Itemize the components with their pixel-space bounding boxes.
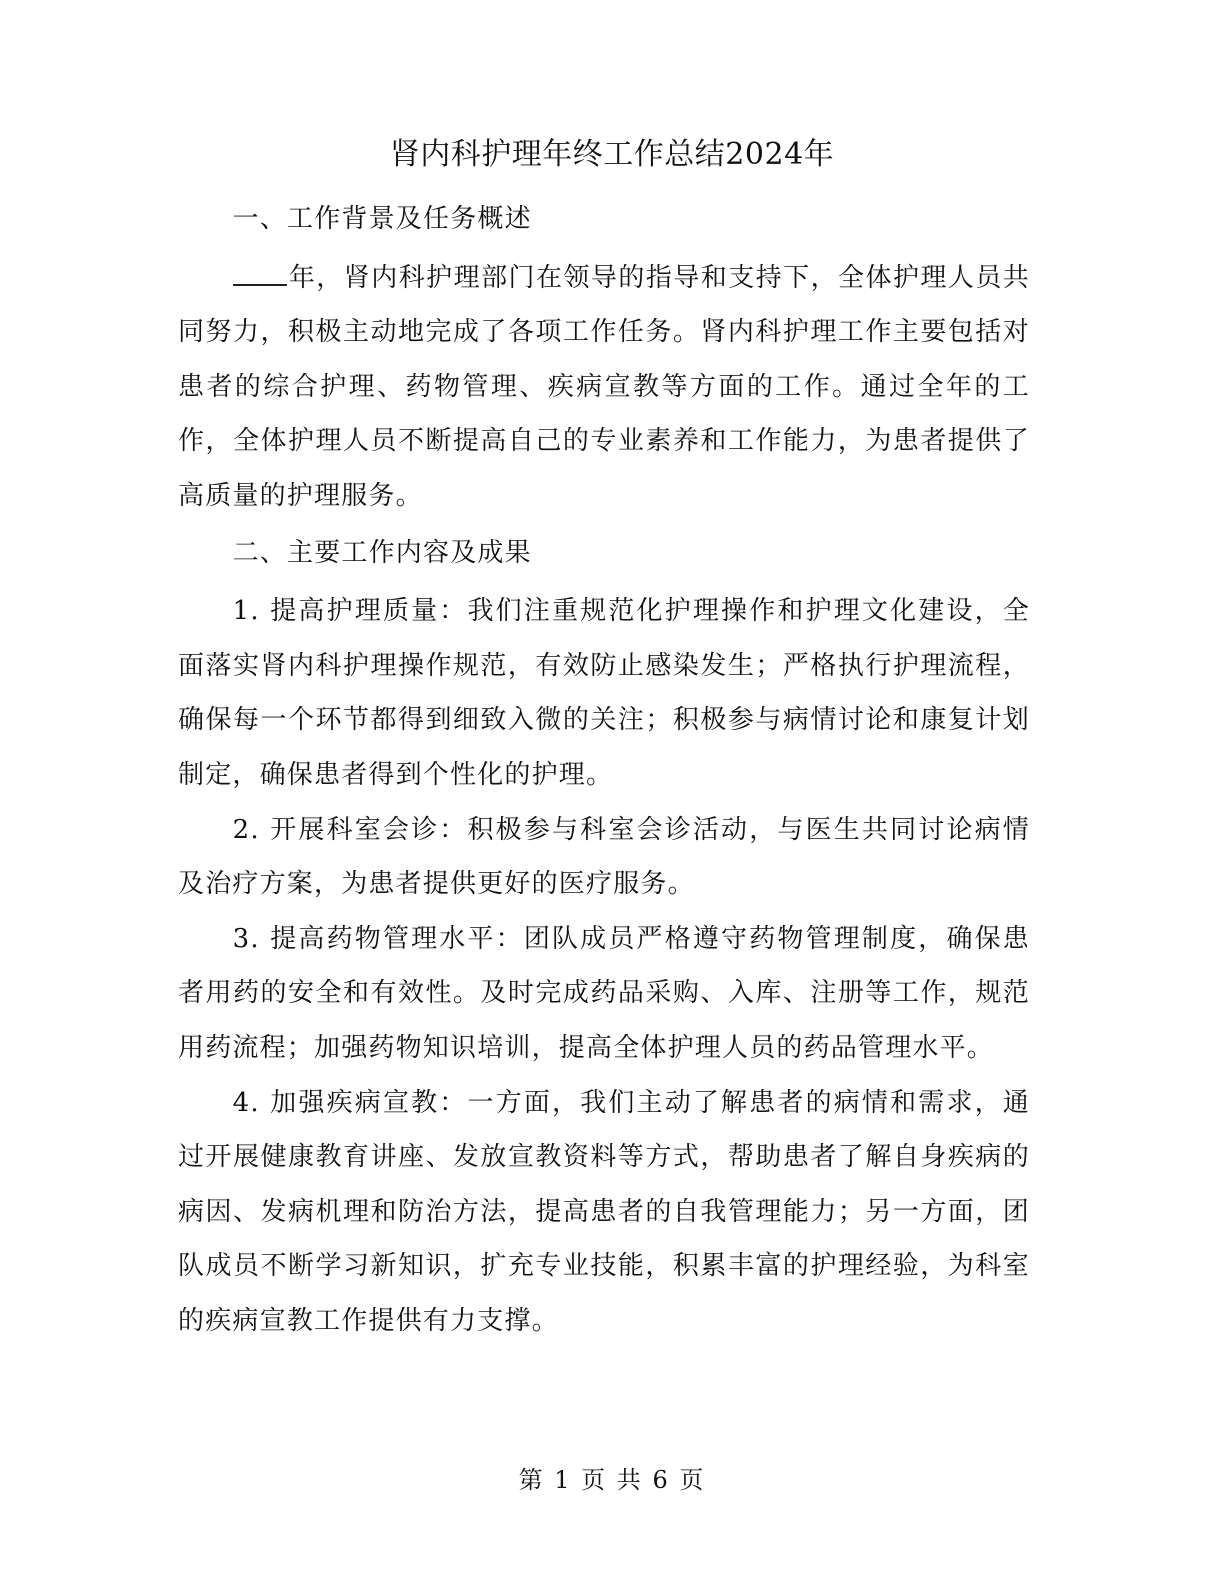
document-title: 肾内科护理年终工作总结2024年 (389, 137, 835, 172)
section-2-paragraph-1: 1. 提高护理质量：我们注重规范化护理操作和护理文化建设，全面落实肾内科护理操作规范，有效防止感染发生；严格执行护理流程，确保每一个环节都得到细致入微的关注；积极参与病情讨论和康复计划制定，确保患者得到个性化的护理。 (178, 596, 1030, 790)
section-heading-2: 二、主要工作内容及成果 (232, 537, 532, 568)
paragraph-text: 年，肾内科护理部门在领导的指导和支持下，全体护理人员共同努力，积极主动地完成了各项工作任务。肾内科护理工作主要包括对患者的综合护理、药物管理、疾病宣教等方面的工作。通过全年的工作，全体护理人员不断提高自己的专业素养和工作能力，为患者提供了高质量的护理服务。 (178, 262, 1030, 511)
section-2-paragraph-4: 4. 加强疾病宣教：一方面，我们主动了解患者的病情和需求，通过开展健康教育讲座、发放宣教资料等方式，帮助患者了解自身疾病的病因、发病机理和防治方法，提高患者的自我管理能力；另一方面，团队成员不断学习新知识，扩充专业技能，积累丰富的护理经验，为科室的疾病宣教工作提供有力支撑。 (178, 1087, 1030, 1336)
fill-in-blank (233, 262, 287, 286)
section-1-paragraph-1 (178, 251, 1030, 524)
page-footer: 第 1 页 共 6 页 (518, 1466, 706, 1494)
section-2-paragraph-3: 3. 提高药物管理水平：团队成员严格遵守药物管理制度，确保患者用药的安全和有效性。及时完成药品采购、入库、注册等工作，规范用药流程；加强药物知识培训，提高全体护理人员的药品管理水平。 (178, 923, 1030, 1063)
section-heading-1: 一、工作背景及任务概述 (232, 204, 532, 234)
document-body (178, 192, 1030, 1348)
section-2-paragraph-2: 2. 开展科室会诊：积极参与科室会诊活动，与医生共同讨论病情及治疗方案，为患者提供更好的医疗服务。 (178, 814, 1030, 900)
